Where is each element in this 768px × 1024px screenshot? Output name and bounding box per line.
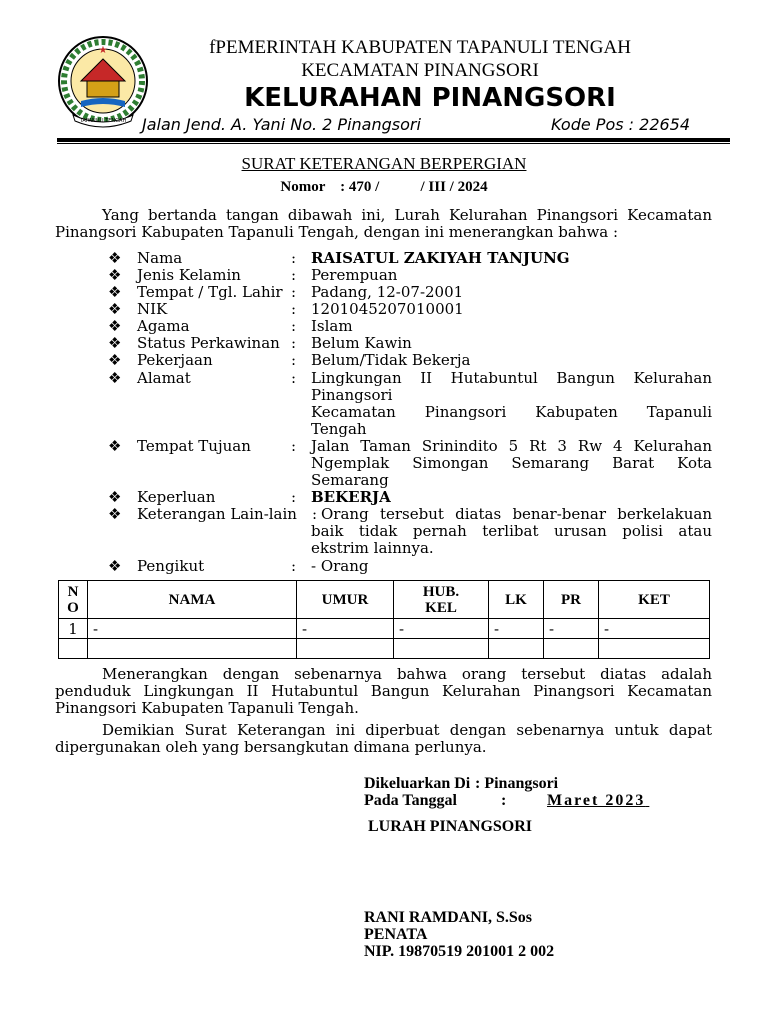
field-value: Belum/Tidak Bekerja xyxy=(311,351,471,369)
header-village: KELURAHAN PINANGSORI xyxy=(244,83,616,113)
field-colon: : xyxy=(291,437,297,455)
th-hub-kel: HUB. KEL xyxy=(394,581,489,619)
field-colon: : xyxy=(291,283,297,301)
signatory-rank: PENATA xyxy=(364,926,428,943)
signatory-name: RANI RAMDANI, S.Sos xyxy=(364,909,533,926)
field-label: Alamat xyxy=(137,369,191,387)
field-colon: : xyxy=(291,249,297,267)
bullet-icon: ❖ xyxy=(108,557,122,575)
bullet-icon: ❖ xyxy=(108,488,122,506)
statement-paragraph: Menerangkan dengan sebenarnya bahwa orang tersebut diatas adalah penduduk Lingkungan II Hutabuntul Bangun Kelurahan Pinangsori Kecamatan Pinangsori Kabupaten Tapanuli Tengah. xyxy=(55,665,712,717)
field-value: Belum Kawin xyxy=(311,334,412,352)
cell-lk xyxy=(489,639,544,659)
cell-no: 1 xyxy=(59,619,88,639)
intro-paragraph: Yang bertanda tangan dibawah ini, Lurah Kelurahan Pinangsori Kecamatan Pinangsori Kabupaten Tapanuli Tengah, dengan ini menerangkan bahwa : xyxy=(55,206,712,241)
issued-date: Pada Tanggal : Maret 2023 xyxy=(364,792,646,809)
field-label: Pekerjaan xyxy=(137,351,213,369)
th-nama: NAMA xyxy=(88,581,297,619)
field-value: RAISATUL ZAKIYAH TANJUNG xyxy=(311,249,570,267)
field-value-line: Semarang xyxy=(311,471,389,489)
field-value-line: ekstrim lainnya. xyxy=(311,539,434,557)
header-rule xyxy=(57,138,730,142)
bullet-icon: ❖ xyxy=(108,505,122,523)
table-row xyxy=(59,619,710,639)
field-value-line: Orang tersebut diatas benar-benar berkelakuan xyxy=(321,505,712,523)
cell-pr: - xyxy=(544,619,599,639)
cell-nama: - xyxy=(88,619,297,639)
bullet-icon: ❖ xyxy=(108,317,122,335)
field-label: Tempat Tujuan xyxy=(137,437,251,455)
field-value: BEKERJA xyxy=(311,488,391,506)
bullet-icon: ❖ xyxy=(108,249,122,267)
cell-hub xyxy=(394,639,489,659)
bullet-icon: ❖ xyxy=(108,300,122,318)
letter-title: SURAT KETERANGAN BERPERGIAN xyxy=(241,154,527,173)
field-label: Nama xyxy=(137,249,183,267)
field-value: - Orang xyxy=(311,557,369,575)
bullet-icon: ❖ xyxy=(108,283,122,301)
signatory-position: LURAH PINANGSORI xyxy=(368,818,533,835)
cell-ket xyxy=(599,639,710,659)
header-government: fPEMERINTAH KABUPATEN TAPANULI TENGAH xyxy=(209,37,631,58)
th-no: N O xyxy=(59,581,88,619)
cell-ket: - xyxy=(599,619,710,639)
header-district: KECAMATAN PINANGSORI xyxy=(301,60,539,81)
field-label: Keterangan Lain-lain xyxy=(137,505,297,523)
table-header-row xyxy=(59,581,710,619)
field-colon: : xyxy=(291,557,297,575)
field-value-line: Pinangsori xyxy=(311,386,393,404)
cell-hub: - xyxy=(394,619,489,639)
cell-lk: - xyxy=(489,619,544,639)
field-value-line: baik tidak pernah terlibat urusan polisi atau xyxy=(311,522,712,540)
field-colon: : xyxy=(291,351,297,369)
field-value-line: Ngemplak Simongan Semarang Barat Kota xyxy=(311,454,712,472)
field-label: Keperluan xyxy=(137,488,216,506)
field-colon: : xyxy=(291,369,297,387)
field-value: Islam xyxy=(311,317,353,335)
table-row xyxy=(59,639,710,659)
field-label: Agama xyxy=(137,317,190,335)
header-rule-thin xyxy=(57,143,730,144)
cell-pr xyxy=(544,639,599,659)
field-colon: : xyxy=(312,505,318,523)
field-value-line: Tengah xyxy=(311,420,367,438)
field-colon: : xyxy=(291,266,297,284)
field-label: NIK xyxy=(137,300,168,318)
field-label: Status Perkawinan xyxy=(137,334,280,352)
th-ket: KET xyxy=(599,581,710,619)
header-address: Jalan Jend. A. Yani No. 2 Pinangsori xyxy=(142,115,421,134)
bullet-icon: ❖ xyxy=(108,351,122,369)
closing-paragraph: Demikian Surat Keterangan ini diperbuat dengan sebenarnya untuk dapat dipergunakan oleh yang bersangkutan dimana perlunya. xyxy=(55,721,712,756)
bullet-icon: ❖ xyxy=(108,437,122,455)
field-label: Jenis Kelamin xyxy=(137,266,241,284)
regency-emblem-logo xyxy=(57,35,149,131)
field-value-line: Kecamatan Pinangsori Kabupaten Tapanuli xyxy=(311,403,712,421)
field-value-line: Lingkungan II Hutabuntul Bangun Kelurahan xyxy=(311,369,712,387)
field-value: 1201045207010001 xyxy=(311,300,464,318)
field-label: Pengikut xyxy=(137,557,205,575)
field-colon: : xyxy=(291,488,297,506)
th-umur: UMUR xyxy=(297,581,394,619)
field-value xyxy=(311,506,712,557)
signatory-nip: NIP. 19870519 201001 2 002 xyxy=(364,943,555,960)
bullet-icon: ❖ xyxy=(108,334,122,352)
field-value-line: Jalan Taman Srinindito 5 Rt 3 Rw 4 Kelurahan xyxy=(311,437,712,455)
field-value: Perempuan xyxy=(311,266,398,284)
cell-no xyxy=(59,639,88,659)
cell-umur: - xyxy=(297,619,394,639)
field-label: Tempat / Tgl. Lahir xyxy=(137,283,283,301)
field-colon: : xyxy=(291,317,297,335)
th-lk: LK xyxy=(489,581,544,619)
field-value xyxy=(311,438,712,489)
issued-place: Dikeluarkan Di : Pinangsori xyxy=(364,775,559,792)
letter-number: Nomor : 470 / / III / 2024 xyxy=(280,179,488,195)
companions-table xyxy=(58,580,710,659)
field-colon: : xyxy=(291,334,297,352)
field-value xyxy=(311,370,712,438)
cell-nama xyxy=(88,639,297,659)
th-pr: PR xyxy=(544,581,599,619)
bullet-icon: ❖ xyxy=(108,266,122,284)
cell-umur xyxy=(297,639,394,659)
header-postcode: Kode Pos : 22654 xyxy=(551,115,691,134)
svg-text:★: ★ xyxy=(98,45,108,56)
svg-text:TAPANULI TENGAH: TAPANULI TENGAH xyxy=(79,118,127,124)
field-colon: : xyxy=(291,300,297,318)
bullet-icon: ❖ xyxy=(108,369,122,387)
field-value: Padang, 12-07-2001 xyxy=(311,283,464,301)
